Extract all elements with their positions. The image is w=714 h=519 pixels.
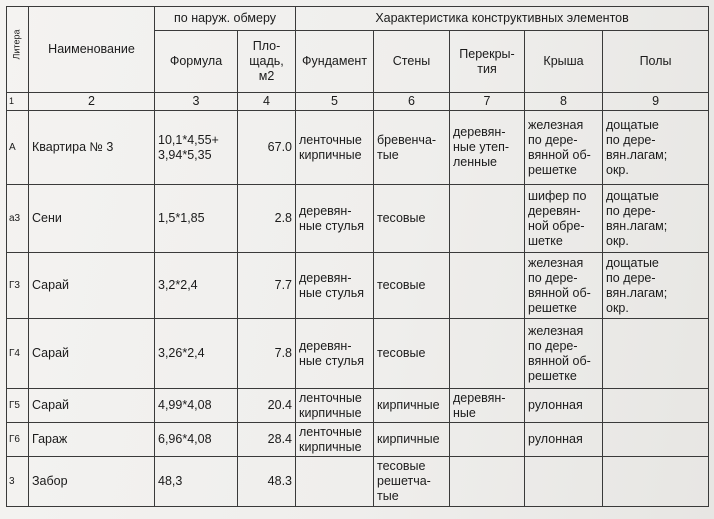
row-foundation: ленточные кирпичные — [296, 423, 374, 457]
row-roof: железная по дере- вянной об- решетке — [525, 111, 603, 185]
row-floors — [603, 423, 709, 457]
table-row — [7, 319, 709, 389]
row-name: Забор — [29, 457, 155, 507]
table-row — [7, 253, 709, 319]
row-ceilings — [450, 319, 525, 389]
row-area: 48.3 — [238, 457, 296, 507]
row-roof: рулонная — [525, 423, 603, 457]
row-litera: Г5 — [7, 389, 29, 423]
row-walls: тесовые — [374, 253, 450, 319]
row-litera: Г4 — [7, 319, 29, 389]
row-ceilings — [450, 457, 525, 507]
row-floors — [603, 319, 709, 389]
row-roof: железная по дере- вянной об- решетке — [525, 253, 603, 319]
row-ceilings — [450, 185, 525, 253]
table-row — [7, 185, 709, 253]
row-foundation: деревян- ные стулья — [296, 253, 374, 319]
column-number: 2 — [29, 93, 155, 111]
row-litera: Г3 — [7, 253, 29, 319]
row-formula: 1,5*1,85 — [155, 185, 238, 253]
row-foundation: ленточные кирпичные — [296, 389, 374, 423]
row-name: Сарай — [29, 389, 155, 423]
row-formula: 4,99*4,08 — [155, 389, 238, 423]
table-row — [7, 457, 709, 507]
column-number: 6 — [374, 93, 450, 111]
row-name: Сарай — [29, 319, 155, 389]
row-ceilings: деревян- ные — [450, 389, 525, 423]
row-ceilings: деревян- ные утеп- ленные — [450, 111, 525, 185]
row-foundation — [296, 457, 374, 507]
row-foundation: деревян- ные стулья — [296, 319, 374, 389]
name-header: Наименование — [29, 7, 155, 93]
measure-group-header: по наруж. обмеру — [155, 7, 296, 31]
row-formula: 48,3 — [155, 457, 238, 507]
row-formula: 6,96*4,08 — [155, 423, 238, 457]
row-area: 7.8 — [238, 319, 296, 389]
ceilings-header: Перекры- тия — [450, 31, 525, 93]
row-walls: кирпичные — [374, 389, 450, 423]
row-ceilings — [450, 253, 525, 319]
row-walls: бревенча- тые — [374, 111, 450, 185]
column-number-row — [7, 93, 709, 111]
row-roof: шифер по деревян- ной обре- шетке — [525, 185, 603, 253]
column-number: 5 — [296, 93, 374, 111]
row-name: Сени — [29, 185, 155, 253]
row-litera: 3 — [7, 457, 29, 507]
row-floors — [603, 457, 709, 507]
area-header: Пло- щадь, м2 — [238, 31, 296, 93]
formula-header: Формула — [155, 31, 238, 93]
column-number: 9 — [603, 93, 709, 111]
row-foundation: ленточные кирпичные — [296, 111, 374, 185]
row-formula: 10,1*4,55+ 3,94*5,35 — [155, 111, 238, 185]
row-litera: Г6 — [7, 423, 29, 457]
row-roof: рулонная — [525, 389, 603, 423]
column-number: 1 — [7, 93, 29, 111]
row-walls: тесовые — [374, 319, 450, 389]
row-formula: 3,26*2,4 — [155, 319, 238, 389]
row-roof: железная по дере- вянной об- решетке — [525, 319, 603, 389]
row-area: 28.4 — [238, 423, 296, 457]
foundation-header: Фундамент — [296, 31, 374, 93]
row-floors: дощатые по дере- вян.лагам; окр. — [603, 253, 709, 319]
column-number: 3 — [155, 93, 238, 111]
row-roof — [525, 457, 603, 507]
row-area: 2.8 — [238, 185, 296, 253]
row-litera: а3 — [7, 185, 29, 253]
column-number: 4 — [238, 93, 296, 111]
row-name: Квартира № 3 — [29, 111, 155, 185]
row-area: 20.4 — [238, 389, 296, 423]
row-floors — [603, 389, 709, 423]
roof-header: Крыша — [525, 31, 603, 93]
column-number: 8 — [525, 93, 603, 111]
table-row — [7, 111, 709, 185]
row-area: 67.0 — [238, 111, 296, 185]
row-area: 7.7 — [238, 253, 296, 319]
floors-header: Полы — [603, 31, 709, 93]
row-walls: тесовые — [374, 185, 450, 253]
row-name: Сарай — [29, 253, 155, 319]
row-ceilings — [450, 423, 525, 457]
table-row — [7, 389, 709, 423]
row-floors: дощатые по дере- вян.лагам; окр. — [603, 185, 709, 253]
litera-header: Литера — [7, 7, 29, 93]
column-number: 7 — [450, 93, 525, 111]
construction-elements-table — [6, 6, 709, 507]
table-row — [7, 423, 709, 457]
characteristics-header: Характеристика конструктивных элементов — [296, 7, 709, 31]
walls-header: Стены — [374, 31, 450, 93]
row-walls: тесовые решетча- тые — [374, 457, 450, 507]
row-litera: А — [7, 111, 29, 185]
row-name: Гараж — [29, 423, 155, 457]
row-walls: кирпичные — [374, 423, 450, 457]
row-floors: дощатые по дере- вян.лагам; окр. — [603, 111, 709, 185]
row-foundation: деревян- ные стулья — [296, 185, 374, 253]
row-formula: 3,2*2,4 — [155, 253, 238, 319]
